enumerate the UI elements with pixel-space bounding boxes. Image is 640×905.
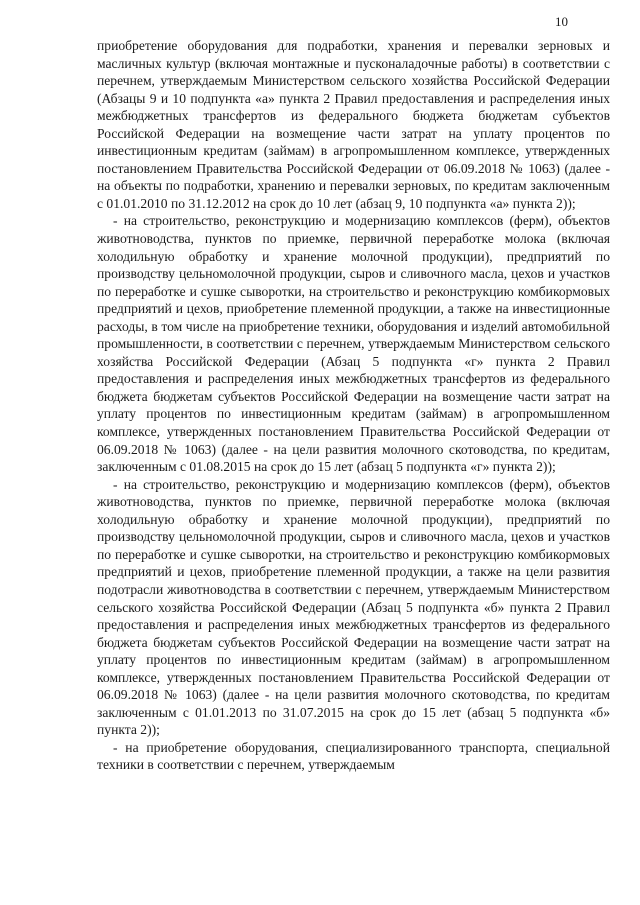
page-number: 10	[555, 14, 568, 29]
paragraph-grain-equipment: приобретение оборудования для подработки, хранения и перевалки зерновых и масличных культур (включая монтажные и пусконаладочные работы) в соответствии с перечнем, утверждаемым Министерством сельского хозяйства Российской Федерации (Абзацы 9 и 10 подпункта «а» пункта 2 Правил предоставления и распределения иных межбюджетных трансфертов из федерального бюджета бюджетам субъектов Российской Федерации на возмещение части затрат на уплату процентов по инвестиционным кредитам (займам) в агропромышленном комплексе, утвержденных постановлением Правительства Российской Федерации от 06.09.2018 № 1063) (далее - на объекты по подработки, хранению и перевалки зерновых, по кредитам заключенным с 01.01.2010 по 31.12.2012 на срок до 10 лет (абзац 9, 10 подпункта «а» пункта 2));	[97, 38, 610, 211]
paragraph-dairy-investment-2015: - на строительство, реконструкцию и модернизацию комплексов (ферм), объектов животноводства, пунктов по приемке, первичной переработке молока (включая холодильную обработку и хранение молочной продукции), предприятий по производству цельномолочной продукции, сыров и сливочного масла, цехов и участков по переработке и сушке сыворотки, на строительство и реконструкцию комбикормовых предприятий и цехов, приобретение племенной продукции, а также на инвестиционные расходы, в том числе на приобретение техники, оборудования и изделий автомобильной промышленности, в соответствии с перечнем, утверждаемым Министерством сельского хозяйства Российской Федерации (Абзац 5 подпункта «г» пункта 2 Правил предоставления и распределения иных межбюджетных трансфертов из федерального бюджета бюджетам субъектов Российской Федерации на возмещение части затрат на уплату процентов по инвестиционным кредитам (займам) в агропромышленном комплексе, утвержденных постановлением Правительства Российской Федерации от 06.09.2018 № 1063) (далее - на цели развития молочного скотоводства, по кредитам, заключенным с 01.08.2015 на срок до 15 лет (абзац 5 подпункта «г» пункта 2));	[97, 213, 610, 475]
paragraph-dairy-investment-2013: - на строительство, реконструкцию и модернизацию комплексов (ферм), объектов животноводства, пунктов по приемке, первичной переработке молока (включая холодильную обработку и хранение молочной продукции), предприятий по производству цельномолочной продукции, сыров и сливочного масла, цехов и участков по переработке и сушке сыворотки, на строительство и реконструкцию комбикормовых предприятий и цехов, приобретение племенной продукции, а также на цели развития подотрасли животноводства в соответствии с перечнем, утверждаемым Министерством сельского хозяйства Российской Федерации (Абзац 5 подпункта «б» пункта 2 Правил предоставления и распределения иных межбюджетных трансфертов из федерального бюджета бюджетам субъектов Российской Федерации на возмещение части затрат на уплату процентов по инвестиционным кредитам (займам) в агропромышленном комплексе, утвержденных постановлением Правительства Российской Федерации от 06.09.2018 № 1063) (далее - на цели развития молочного скотоводства, по кредитам заключенным с 01.01.2013 по 31.07.2015 на срок до 15 лет (абзац 5 подпункта «б» пункта 2));	[97, 476, 610, 738]
paragraph-specialized-transport: - на приобретение оборудования, специализированного транспорта, специальной техники в соответствии с перечнем, утверждаемым	[97, 739, 610, 773]
document-body	[97, 37, 610, 774]
